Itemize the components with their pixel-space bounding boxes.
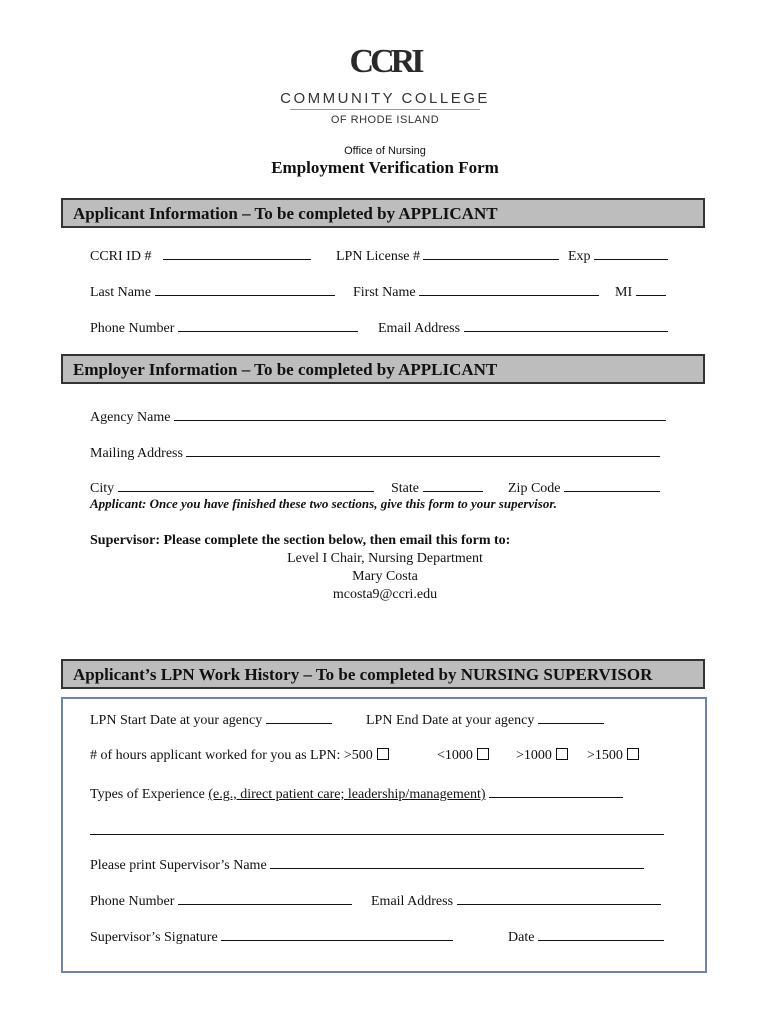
- logo-mark: CCRI: [349, 43, 421, 80]
- office-label: Office of Nursing: [344, 145, 426, 157]
- first-name-row: [353, 283, 599, 301]
- exp-row: [568, 247, 668, 265]
- state-row: [391, 479, 483, 497]
- agency-row: [90, 408, 666, 426]
- hours-option-gt1000-label: >1000: [516, 748, 552, 763]
- city-field[interactable]: [118, 479, 374, 492]
- hours-row: [90, 748, 389, 764]
- logo-divider: [290, 109, 480, 110]
- hours-option-500: >500: [343, 748, 373, 763]
- section-applicant-heading: Applicant Information – To be completed by APPLICANT: [61, 198, 705, 228]
- sup-email-row: [371, 892, 661, 910]
- form-title: Employment Verification Form: [271, 158, 499, 177]
- mailing-label: Mailing Address: [90, 446, 183, 461]
- hours-option-1000-less: [437, 748, 489, 764]
- section-work-history-heading: Applicant’s LPN Work History – To be completed by NURSING SUPERVISOR: [61, 659, 705, 689]
- experience-line2: [90, 822, 664, 840]
- ccri-id-row: [90, 247, 311, 265]
- zip-label: Zip Code: [508, 481, 561, 496]
- signature-row: [90, 928, 453, 946]
- sup-email-label: Email Address: [371, 894, 454, 909]
- hours-option-1500-label: >1500: [587, 748, 623, 763]
- checkbox-gt1000[interactable]: [556, 748, 568, 760]
- mi-field[interactable]: [636, 283, 666, 296]
- phone-field[interactable]: [178, 319, 358, 332]
- lpn-license-field[interactable]: [423, 247, 559, 260]
- last-name-row: [90, 283, 335, 301]
- recipient-title: Level I Chair, Nursing Department: [287, 551, 483, 566]
- state-label: State: [391, 481, 419, 496]
- agency-field[interactable]: [174, 408, 666, 421]
- city-label: City: [90, 481, 115, 496]
- date-field[interactable]: [538, 928, 664, 941]
- end-date-label: LPN End Date at your agency: [366, 713, 535, 728]
- start-date-field[interactable]: [266, 711, 332, 724]
- lpn-license-label: LPN License #: [336, 249, 420, 264]
- exp-label: Exp: [568, 249, 591, 264]
- date-label: Date: [508, 930, 535, 945]
- ccri-id-label: CCRI ID #: [90, 249, 152, 264]
- sup-phone-label: Phone Number: [90, 894, 175, 909]
- email-row: [378, 319, 668, 337]
- section-employer-heading: Employer Information – To be completed by APPLICANT: [61, 354, 705, 384]
- email-label: Email Address: [378, 321, 461, 336]
- supervisor-name-field[interactable]: [270, 856, 644, 869]
- date-row: [508, 928, 664, 946]
- checkbox-lt1000[interactable]: [477, 748, 489, 760]
- experience-field[interactable]: [489, 785, 623, 798]
- experience-row: [90, 785, 623, 803]
- hours-option-1000-more: [516, 748, 568, 764]
- last-name-label: Last Name: [90, 285, 152, 300]
- supervisor-instruction: Supervisor: Please complete the section below, then email this form to:: [90, 533, 511, 548]
- sup-email-field[interactable]: [457, 892, 661, 905]
- recipient-email: mcosta9@ccri.edu: [332, 587, 438, 602]
- mi-row: [615, 283, 666, 301]
- experience-hint: (e.g., direct patient care; leadership/management): [208, 787, 486, 802]
- start-date-label: LPN Start Date at your agency: [90, 713, 263, 728]
- hours-label: # of hours applicant worked for you as LPN:: [90, 748, 341, 763]
- hours-option-lt1000-label: <1000: [437, 748, 473, 763]
- lpn-license-row: [336, 247, 559, 265]
- phone-label: Phone Number: [90, 321, 175, 336]
- end-date-row: [366, 711, 604, 729]
- email-field[interactable]: [464, 319, 668, 332]
- signature-label: Supervisor’s Signature: [90, 930, 218, 945]
- first-name-label: First Name: [353, 285, 416, 300]
- first-name-field[interactable]: [419, 283, 599, 296]
- start-date-row: [90, 711, 332, 729]
- agency-label: Agency Name: [90, 410, 171, 425]
- hours-option-1500: [587, 748, 639, 764]
- college-logo: [0, 44, 770, 126]
- applicant-instruction: Applicant: Once you have finished these two sections, give this form to your supervisor.: [90, 496, 557, 511]
- sup-phone-row: [90, 892, 352, 910]
- supervisor-name-row: [90, 856, 644, 874]
- zip-row: [508, 479, 660, 497]
- college-state: OF RHODE ISLAND: [330, 114, 440, 126]
- end-date-field[interactable]: [538, 711, 604, 724]
- experience-label: Types of Experience: [90, 787, 205, 802]
- checkbox-1500[interactable]: [627, 748, 639, 760]
- state-field[interactable]: [423, 479, 483, 492]
- city-row: [90, 479, 374, 497]
- supervisor-name-label: Please print Supervisor’s Name: [90, 858, 267, 873]
- checkbox-500[interactable]: [377, 748, 389, 760]
- ccri-id-field[interactable]: [163, 247, 311, 260]
- college-name: COMMUNITY COLLEGE: [280, 90, 490, 107]
- signature-field[interactable]: [221, 928, 453, 941]
- experience-field-2[interactable]: [90, 822, 664, 835]
- last-name-field[interactable]: [155, 283, 335, 296]
- mailing-field[interactable]: [186, 444, 660, 457]
- exp-field[interactable]: [594, 247, 668, 260]
- zip-field[interactable]: [564, 479, 660, 492]
- mi-label: MI: [615, 285, 633, 300]
- sup-phone-field[interactable]: [178, 892, 352, 905]
- phone-row: [90, 319, 358, 337]
- recipient-name: Mary Costa: [352, 569, 418, 584]
- mailing-row: [90, 444, 660, 462]
